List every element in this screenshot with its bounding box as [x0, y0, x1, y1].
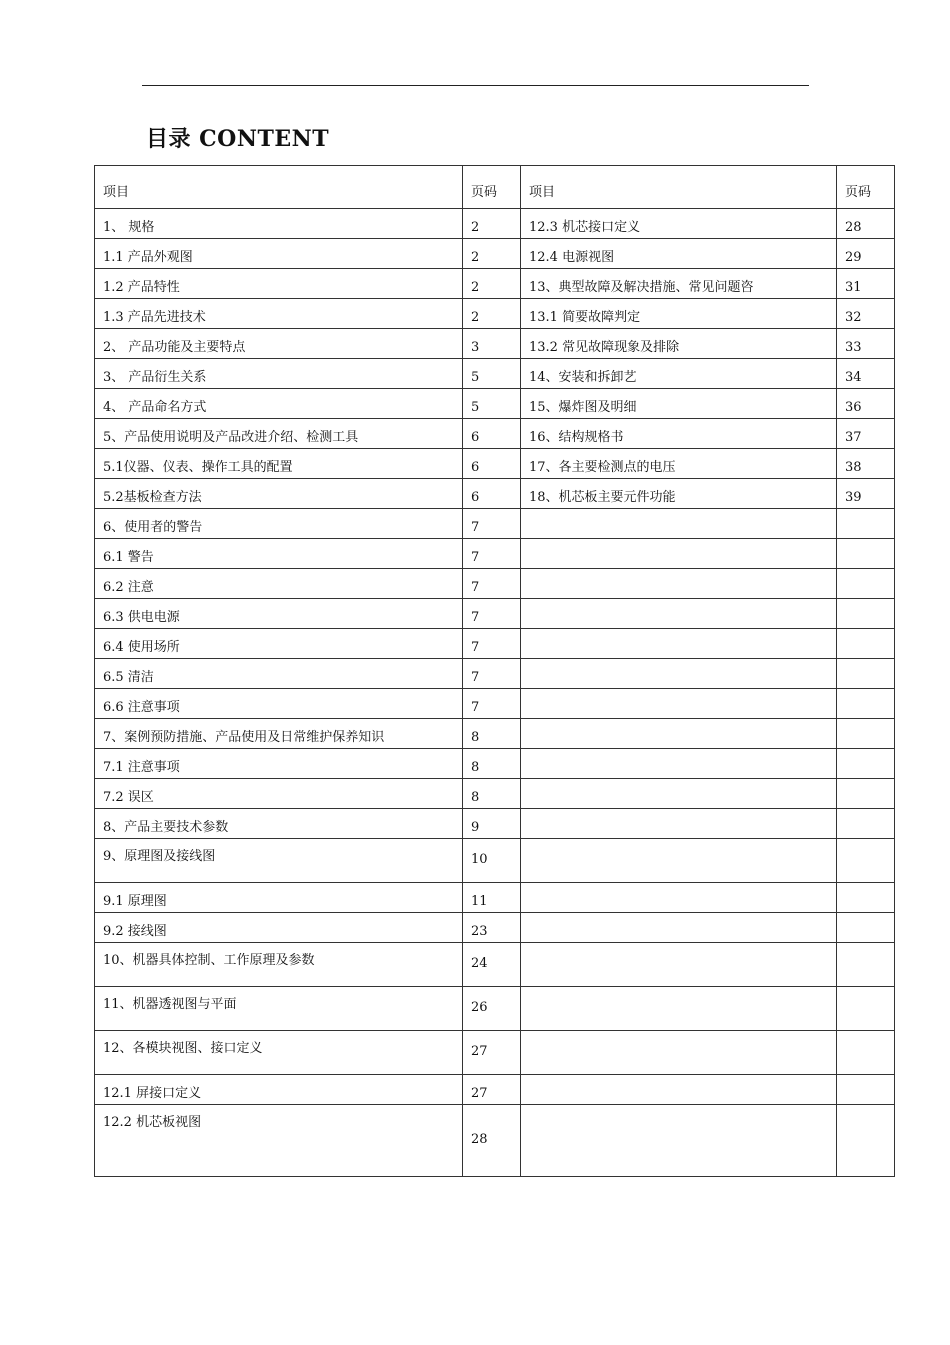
empty-cell: [837, 883, 895, 913]
toc-item-page: 3: [463, 329, 521, 359]
table-row: [95, 509, 895, 539]
table-row: [95, 883, 895, 913]
table-row: [95, 1105, 895, 1177]
toc-item-label: 12.1 屏接口定义: [95, 1075, 463, 1105]
toc-item-page: 7: [463, 509, 521, 539]
empty-cell: [837, 599, 895, 629]
toc-item-page: 2: [463, 209, 521, 239]
toc-item-page: 26: [463, 987, 521, 1031]
table-row: [95, 749, 895, 779]
table-row: [95, 599, 895, 629]
header-item: 项目: [95, 166, 463, 209]
table-row: [95, 1031, 895, 1075]
toc-item-page: 11: [463, 883, 521, 913]
table-row: [95, 329, 895, 359]
page-title: 目录 CONTENT: [146, 126, 330, 152]
toc-item-label: 9.1 原理图: [95, 883, 463, 913]
toc-item-page: 9: [463, 809, 521, 839]
table-row: [95, 299, 895, 329]
table-row: [95, 479, 895, 509]
toc-item-page: 7: [463, 689, 521, 719]
header-page: 页码: [463, 166, 521, 209]
toc-item-label-right: 16、结构规格书: [521, 419, 837, 449]
toc-item-page: 2: [463, 269, 521, 299]
toc-item-page-right: 28: [837, 209, 895, 239]
toc-item-label: 6.2 注意: [95, 569, 463, 599]
toc-item-page: 8: [463, 779, 521, 809]
empty-cell: [521, 689, 837, 719]
table-row: [95, 419, 895, 449]
table-row: [95, 943, 895, 987]
table-row: [95, 839, 895, 883]
table-row: [95, 449, 895, 479]
toc-item-label-right: 12.3 机芯接口定义: [521, 209, 837, 239]
toc-item-page: 7: [463, 629, 521, 659]
toc-item-page: 5: [463, 389, 521, 419]
toc-item-page-right: 38: [837, 449, 895, 479]
empty-cell: [837, 987, 895, 1031]
toc-item-label: 5.2基板检查方法: [95, 479, 463, 509]
table-row: [95, 629, 895, 659]
empty-cell: [837, 719, 895, 749]
empty-cell: [837, 1075, 895, 1105]
table-row: [95, 689, 895, 719]
empty-cell: [521, 943, 837, 987]
table-row: [95, 987, 895, 1031]
header-page-2: 页码: [837, 166, 895, 209]
toc-item-label: 9.2 接线图: [95, 913, 463, 943]
toc-item-label-right: 15、爆炸图及明细: [521, 389, 837, 419]
toc-item-label: 6.5 清洁: [95, 659, 463, 689]
table-row: [95, 269, 895, 299]
empty-cell: [837, 943, 895, 987]
empty-cell: [837, 749, 895, 779]
toc-item-label-right: 18、机芯板主要元件功能: [521, 479, 837, 509]
toc-item-label-right: 13、典型故障及解决措施、常见问题咨: [521, 269, 837, 299]
toc-item-page: 8: [463, 719, 521, 749]
toc-item-label: 7.1 注意事项: [95, 749, 463, 779]
toc-item-page-right: 29: [837, 239, 895, 269]
empty-cell: [521, 719, 837, 749]
empty-cell: [521, 1075, 837, 1105]
table-row: [95, 779, 895, 809]
empty-cell: [837, 689, 895, 719]
toc-item-page: 7: [463, 539, 521, 569]
toc-item-page: 2: [463, 239, 521, 269]
toc-item-label: 3、 产品衍生关系: [95, 359, 463, 389]
toc-item-page: 2: [463, 299, 521, 329]
toc-item-page: 10: [463, 839, 521, 883]
toc-item-page: 27: [463, 1075, 521, 1105]
empty-cell: [837, 1031, 895, 1075]
toc-item-page: 7: [463, 569, 521, 599]
empty-cell: [521, 629, 837, 659]
empty-cell: [521, 1031, 837, 1075]
table-row: [95, 569, 895, 599]
empty-cell: [521, 1105, 837, 1177]
toc-item-page-right: 33: [837, 329, 895, 359]
toc-item-label: 6.3 供电电源: [95, 599, 463, 629]
empty-cell: [521, 839, 837, 883]
empty-cell: [837, 779, 895, 809]
empty-cell: [837, 569, 895, 599]
table-row: [95, 809, 895, 839]
toc-item-label: 11、机器透视图与平面: [95, 987, 463, 1031]
empty-cell: [837, 509, 895, 539]
toc-table: [94, 165, 895, 1177]
toc-item-label: 7、案例预防措施、产品使用及日常维护保养知识: [95, 719, 463, 749]
empty-cell: [837, 809, 895, 839]
toc-item-page: 8: [463, 749, 521, 779]
toc-item-page-right: 34: [837, 359, 895, 389]
empty-cell: [521, 987, 837, 1031]
empty-cell: [521, 569, 837, 599]
empty-cell: [837, 539, 895, 569]
empty-cell: [521, 659, 837, 689]
toc-item-page: 28: [463, 1105, 521, 1177]
toc-item-label-right: 17、各主要检测点的电压: [521, 449, 837, 479]
toc-item-label: 10、机器具体控制、工作原理及参数: [95, 943, 463, 987]
toc-item-label: 5、产品使用说明及产品改进介绍、检测工具: [95, 419, 463, 449]
empty-cell: [837, 1105, 895, 1177]
toc-item-label: 2、 产品功能及主要特点: [95, 329, 463, 359]
table-row: [95, 359, 895, 389]
toc-item-page: 7: [463, 599, 521, 629]
toc-item-label: 9、原理图及接线图: [95, 839, 463, 883]
empty-cell: [521, 599, 837, 629]
header-item-2: 项目: [521, 166, 837, 209]
table-row: [95, 913, 895, 943]
empty-cell: [837, 629, 895, 659]
toc-item-label: 6.6 注意事项: [95, 689, 463, 719]
toc-item-page: 6: [463, 449, 521, 479]
empty-cell: [521, 779, 837, 809]
toc-item-page: 24: [463, 943, 521, 987]
toc-item-label-right: 13.1 简要故障判定: [521, 299, 837, 329]
toc-item-page: 6: [463, 419, 521, 449]
toc-item-page-right: 36: [837, 389, 895, 419]
toc-item-label: 12、各模块视图、接口定义: [95, 1031, 463, 1075]
toc-item-label-right: 14、安装和拆卸艺: [521, 359, 837, 389]
empty-cell: [521, 913, 837, 943]
toc-item-label: 7.2 误区: [95, 779, 463, 809]
toc-item-label: 6、使用者的警告: [95, 509, 463, 539]
toc-item-label: 5.1仪器、仪表、操作工具的配置: [95, 449, 463, 479]
toc-item-page-right: 39: [837, 479, 895, 509]
toc-item-page-right: 37: [837, 419, 895, 449]
toc-item-label-right: 12.4 电源视图: [521, 239, 837, 269]
empty-cell: [837, 659, 895, 689]
empty-cell: [521, 809, 837, 839]
empty-cell: [521, 509, 837, 539]
empty-cell: [521, 883, 837, 913]
toc-item-label-right: 13.2 常见故障现象及排除: [521, 329, 837, 359]
table-row: [95, 539, 895, 569]
table-row: [95, 1075, 895, 1105]
empty-cell: [837, 913, 895, 943]
header-rule: [142, 85, 809, 86]
toc-item-page: 6: [463, 479, 521, 509]
toc-item-page-right: 32: [837, 299, 895, 329]
toc-item-label: 12.2 机芯板视图: [95, 1105, 463, 1177]
toc-item-label: 1.3 产品先进技术: [95, 299, 463, 329]
toc-item-label: 1.2 产品特性: [95, 269, 463, 299]
table-row: [95, 389, 895, 419]
toc-item-label: 6.4 使用场所: [95, 629, 463, 659]
toc-header-row: [95, 166, 895, 209]
toc-item-page: 27: [463, 1031, 521, 1075]
table-row: [95, 719, 895, 749]
toc-item-label: 8、产品主要技术参数: [95, 809, 463, 839]
toc-item-label: 1、 规格: [95, 209, 463, 239]
empty-cell: [837, 839, 895, 883]
toc-item-page-right: 31: [837, 269, 895, 299]
toc-item-page: 7: [463, 659, 521, 689]
toc-item-label: 1.1 产品外观图: [95, 239, 463, 269]
toc-item-page: 23: [463, 913, 521, 943]
empty-cell: [521, 749, 837, 779]
toc-item-label: 6.1 警告: [95, 539, 463, 569]
empty-cell: [521, 539, 837, 569]
table-row: [95, 209, 895, 239]
table-row: [95, 239, 895, 269]
toc-item-label: 4、 产品命名方式: [95, 389, 463, 419]
table-row: [95, 659, 895, 689]
toc-item-page: 5: [463, 359, 521, 389]
